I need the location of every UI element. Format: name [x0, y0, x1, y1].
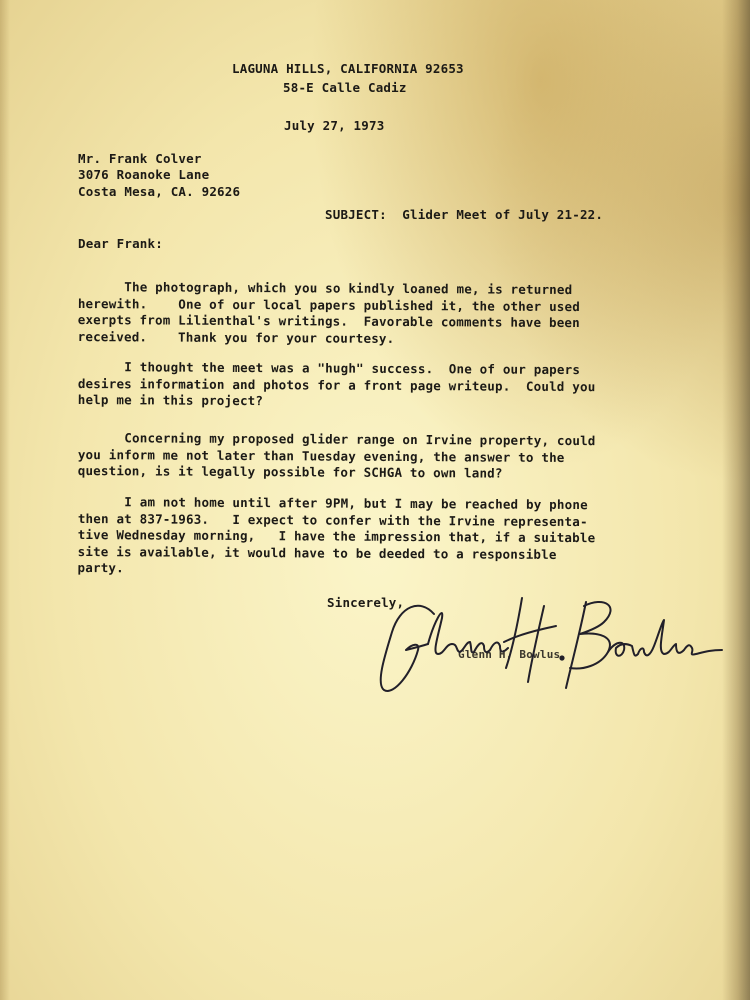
recipient-name: Mr. Frank Colver [78, 151, 202, 166]
letterhead-street: 58-E Calle Cadiz [283, 80, 407, 95]
handwritten-signature [372, 592, 732, 702]
paragraph-2: I thought the meet was a "hugh" success. One of our papers desires information and photos for a front page writeup. Could you help me in this project? [77, 359, 596, 409]
letter-date: July 27, 1973 [284, 118, 385, 133]
paper-shadow-left [0, 0, 10, 1000]
letterhead-city: LAGUNA HILLS, CALIFORNIA 92653 [232, 61, 464, 76]
recipient-street: 3076 Roanoke Lane [78, 167, 210, 182]
closing: Sincerely, [327, 595, 405, 610]
paragraph-3: Concerning my proposed glider range on Irvine property, could you inform me not later than Tuesday evening, the answer to the question, is it legally possible for SCHGA to own land? [77, 430, 596, 481]
paper-shadow-right [722, 0, 750, 1000]
paragraph-4: I am not home until after 9PM, but I may be reached by phone then at 837-1963. I expect to confer with the Irvine representa- tive Wednesday morning, I have the impression that, if a suitable site is available, it would have to be deeded to a responsible party. [77, 494, 596, 576]
subject-line: SUBJECT: Glider Meet of July 21-22. [325, 207, 604, 222]
typed-name: Glenn H. Bowlus [458, 648, 561, 661]
salutation: Dear Frank: [78, 236, 163, 251]
recipient-city: Costa Mesa, CA. 92626 [78, 184, 241, 199]
paragraph-1: The photograph, which you so kindly loaned me, is returned herewith. One of our local papers published it, the other used exerpts from Lilienthal's writings. Favorable comments have been received. Thank you for your courtesy. [77, 279, 581, 346]
